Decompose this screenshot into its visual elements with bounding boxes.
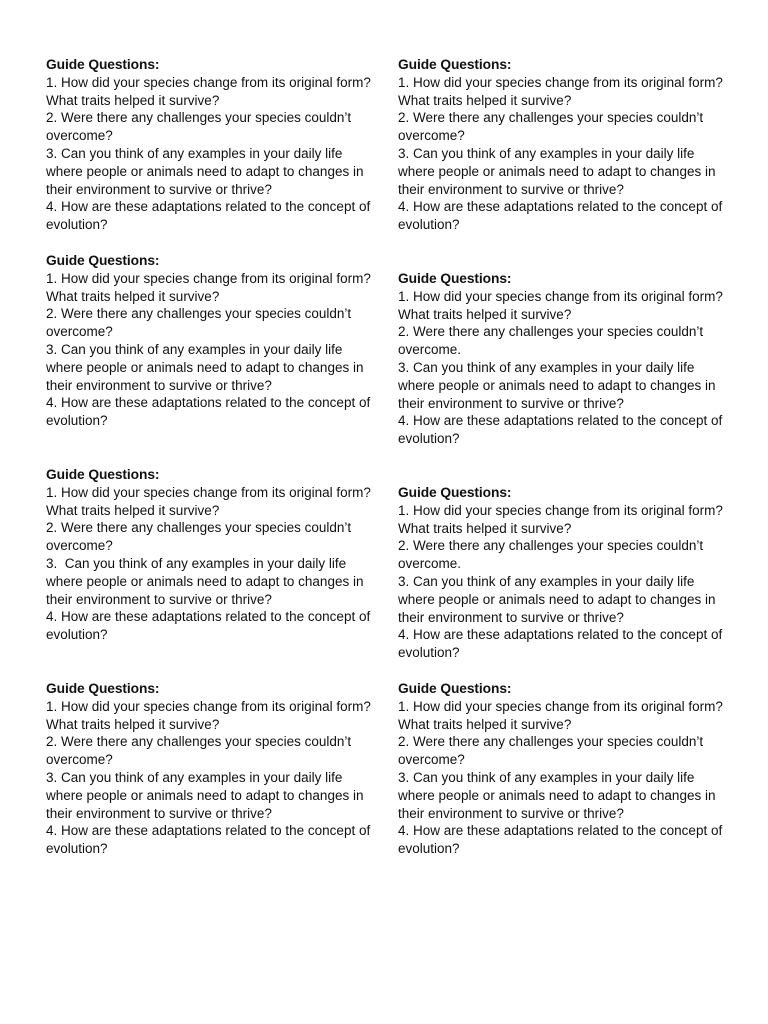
question-3: 3. Can you think of any examples in your daily life where people or animals need to adapt to changes in their environment to survive or thrive?	[398, 573, 720, 625]
guide-questions-block	[46, 680, 376, 858]
question-4: 4. How are these adaptations related to the concept of evolution?	[398, 413, 726, 447]
question-4: 4. How are these adaptations related to the concept of evolution?	[398, 627, 726, 661]
block-title: Guide Questions:	[398, 57, 512, 72]
question-3: 3. Can you think of any examples in your daily life where people or animals need to adapt to changes in their environment to survive or thrive?	[46, 145, 368, 197]
question-2: 2. Were there any challenges your species couldn’t overcome.	[398, 538, 707, 572]
question-4: 4. How are these adaptations related to the concept of evolution?	[46, 609, 374, 643]
question-2: 2. Were there any challenges your species couldn’t overcome?	[46, 110, 355, 144]
question-4: 4. How are these adaptations related to the concept of evolution?	[46, 199, 374, 233]
block-title: Guide Questions:	[46, 57, 160, 72]
guide-questions-block	[46, 466, 376, 644]
question-1: 1. How did your species change from its original form? What traits helped it survive?	[46, 484, 375, 518]
question-1: 1. How did your species change from its original form? What traits helped it survive?	[46, 270, 375, 304]
question-3: 3. Can you think of any examples in your daily life where people or animals need to adapt to changes in their environment to survive or thrive?	[398, 769, 720, 821]
question-4: 4. How are these adaptations related to the concept of evolution?	[398, 823, 726, 857]
question-4: 4. How are these adaptations related to the concept of evolution?	[46, 823, 374, 857]
question-3: 3. Can you think of any examples in your daily life where people or animals need to adapt to changes in their environment to survive or thrive?	[398, 145, 720, 197]
question-2: 2. Were there any challenges your species couldn’t overcome?	[398, 734, 707, 768]
question-3: 3. Can you think of any examples in your daily life where people or animals need to adapt to changes in their environment to survive or thrive?	[46, 341, 368, 393]
block-title: Guide Questions:	[46, 681, 160, 696]
question-4: 4. How are these adaptations related to the concept of evolution?	[398, 199, 726, 233]
guide-questions-block	[398, 484, 728, 662]
question-1: 1. How did your species change from its original form? What traits helped it survive?	[398, 74, 727, 108]
question-1: 1. How did your species change from its original form? What traits helped it survive?	[46, 74, 375, 108]
question-2: 2. Were there any challenges your species couldn’t overcome?	[46, 306, 355, 340]
block-title: Guide Questions:	[398, 271, 512, 286]
question-1: 1. How did your species change from its original form? What traits helped it survive?	[398, 502, 727, 536]
block-title: Guide Questions:	[398, 485, 512, 500]
question-1: 1. How did your species change from its original form? What traits helped it survive?	[398, 698, 727, 732]
question-2: 2. Were there any challenges your species couldn’t overcome?	[46, 734, 355, 768]
guide-questions-block	[46, 56, 376, 234]
question-2: 2. Were there any challenges your species couldn’t overcome?	[398, 110, 707, 144]
guide-questions-block	[46, 252, 376, 430]
question-1: 1. How did your species change from its original form? What traits helped it survive?	[46, 698, 375, 732]
guide-questions-block	[398, 270, 728, 448]
question-3: 3. Can you think of any examples in your daily life where people or animals need to adapt to changes in their environment to survive or thrive?	[46, 769, 368, 821]
block-title: Guide Questions:	[46, 253, 160, 268]
block-title: Guide Questions:	[46, 467, 160, 482]
guide-questions-block	[398, 56, 728, 234]
question-2: 2. Were there any challenges your species couldn’t overcome.	[398, 324, 707, 358]
block-title: Guide Questions:	[398, 681, 512, 696]
question-4: 4. How are these adaptations related to the concept of evolution?	[46, 395, 374, 429]
question-2: 2. Were there any challenges your species couldn’t overcome?	[46, 520, 355, 554]
question-3: 3. Can you think of any examples in your daily life where people or animals need to adapt to changes in their environment to survive or thrive?	[398, 359, 720, 411]
question-1: 1. How did your species change from its original form? What traits helped it survive?	[398, 288, 727, 322]
guide-questions-block	[398, 680, 728, 858]
question-3: 3. Can you think of any examples in your daily life where people or animals need to adapt to changes in their environment to survive or thrive?	[46, 555, 368, 607]
